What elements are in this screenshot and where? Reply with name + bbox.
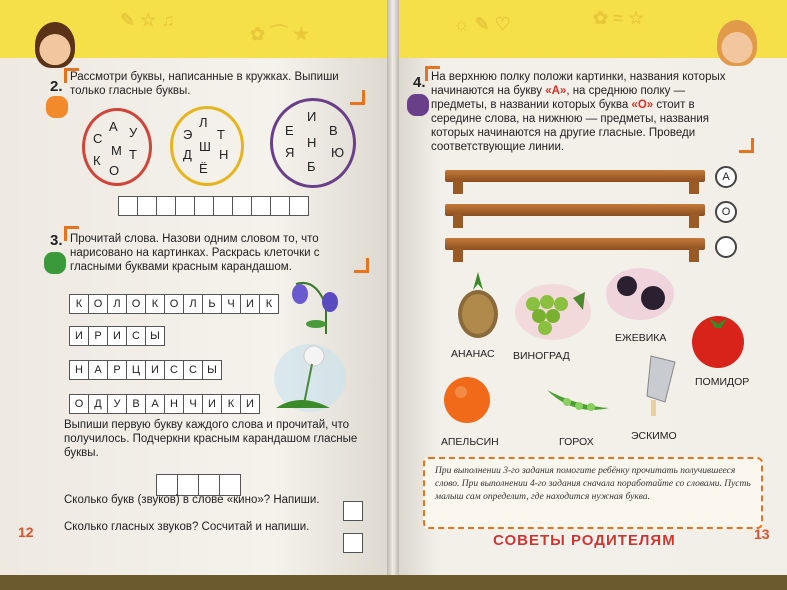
band-doodle: ✿ ⌒ ★ <box>250 24 310 44</box>
shelf-letter-a: А <box>715 166 737 188</box>
book-spine <box>387 0 399 575</box>
label-vinograd: ВИНОГРАД <box>513 350 570 362</box>
eskimo-picture[interactable] <box>631 352 691 420</box>
word-row-irisy[interactable]: И Р И С Ы <box>69 326 164 346</box>
circle-letter: Т <box>217 127 225 142</box>
pineapple-picture[interactable] <box>451 270 505 340</box>
word-row-oduvanchiki[interactable]: О Д У В А Н Ч И К И <box>69 394 259 414</box>
hand-icon <box>44 252 66 274</box>
label-eskimo: ЭСКИМО <box>631 430 677 442</box>
circle-letter: Ё <box>199 161 208 176</box>
word-row-kolokolchik[interactable]: К О Л О К О Л Ь Ч И К <box>69 294 278 314</box>
circle-letter: Т <box>129 147 137 162</box>
circle-letter: У <box>129 125 138 140</box>
right-page <box>393 0 787 575</box>
answer-box-letters[interactable] <box>343 501 363 521</box>
task2-text: Рассмотри буквы, написанные в кружках. Выпиши только гласные буквы. <box>70 71 339 97</box>
circle-letter: Я <box>285 145 295 160</box>
question-kino-letters: Сколько букв (звуков) в слове «кино»? Напиши. <box>64 494 320 506</box>
task3-text: Прочитай слова. Назови одним словом то, что нарисовано на картинках. Раскрась клеточки с гласными буквами красным карандашом. <box>70 233 320 273</box>
grapes-picture[interactable] <box>513 282 593 342</box>
peas-picture[interactable] <box>543 380 613 420</box>
task4-text: На верхнюю полку положи картинки, названия которых начинаются на букву «А», на среднюю полку — предметы, в названии которых буква «О» стоит в середине слова, на нижнюю — предметы, названия которых начинаются на другие гласные. Проведи соответствующие линии. <box>431 71 726 153</box>
parent-tip-text: При выполнении 3-го задания помогите ребёнку прочитать получившееся слово. При выполнении 4-го задания сначала поработайте со словами. Пусть малыш сам определит, где находится нужная буква. <box>435 466 751 502</box>
circle-letter: Ю <box>331 145 345 160</box>
girl-avatar <box>717 20 757 66</box>
task4-number: 4. <box>413 74 426 91</box>
circle-letter: М <box>111 143 122 158</box>
page-number-right: 13 <box>754 526 770 542</box>
circle-letter: Ш <box>199 139 211 154</box>
tomato-picture[interactable] <box>687 308 749 370</box>
label-ananas: АНАНАС <box>451 348 495 360</box>
shelf-leg <box>453 248 463 262</box>
parent-tip-box <box>423 457 763 529</box>
circle-letter: В <box>329 123 338 138</box>
shelf-leg <box>689 214 699 228</box>
circle-letter: О <box>109 163 120 178</box>
circle-letter: А <box>109 119 118 134</box>
blackberry-picture[interactable] <box>605 266 675 322</box>
dandelion-picture <box>270 342 350 414</box>
answer-cells-task2[interactable] <box>118 196 308 216</box>
circle-letter: Э <box>183 127 193 142</box>
task2-number: 2. <box>50 78 63 95</box>
circle-letter: Д <box>183 147 192 162</box>
question-vowels-count: Сколько гласных звуков? Сосчитай и напиши. <box>64 521 310 533</box>
letter-circle-2 <box>170 106 244 186</box>
label-apelsin: АПЕЛЬСИН <box>441 436 499 448</box>
shelf-top[interactable] <box>445 170 705 182</box>
shelf-leg <box>453 214 463 228</box>
shelf-letter-o: О <box>715 201 737 223</box>
circle-letter: Н <box>219 147 229 162</box>
boy-avatar <box>35 22 75 68</box>
circle-letter: Н <box>307 135 317 150</box>
hand-icon <box>407 94 429 116</box>
orange-picture[interactable] <box>441 374 493 426</box>
letter-circle-3 <box>270 98 356 188</box>
band-doodle: ✿ ≈ ☆ <box>593 8 645 28</box>
circle-letter: К <box>93 153 101 168</box>
shelf-bottom[interactable] <box>445 238 705 250</box>
label-gorokh: ГОРОХ <box>559 436 594 448</box>
page-number-left: 12 <box>18 524 34 540</box>
hand-icon <box>46 96 68 118</box>
circle-letter: И <box>307 109 317 124</box>
shelf-middle[interactable] <box>445 204 705 216</box>
band-doodle: ✎ ☆ ♫ <box>120 10 175 30</box>
answer-box-vowels[interactable] <box>343 533 363 553</box>
circle-letter: С <box>93 131 103 146</box>
circle-letter: Е <box>285 123 294 138</box>
letter-circle-1 <box>82 108 152 186</box>
bellflower-picture <box>286 276 346 336</box>
circle-letter: Л <box>199 115 208 130</box>
task3-number: 3. <box>50 232 63 249</box>
shelf-leg <box>689 248 699 262</box>
label-ezhevika: ЕЖЕВИКА <box>615 332 667 344</box>
circle-letter: Б <box>307 159 316 174</box>
shelf-leg <box>453 180 463 194</box>
task3-text2: Выпиши первую букву каждого слова и прочитай, что получилось. Подчеркни красным карандашом гласные буквы. <box>64 419 358 459</box>
parents-advice-banner: СОВЕТЫ РОДИТЕЛЯМ <box>493 532 676 549</box>
band-doodle: ☼ ✎ ♡ <box>453 14 511 34</box>
shelf-leg <box>689 180 699 194</box>
label-pomidor: ПОМИДОР <box>695 376 750 388</box>
shelf-letter-empty <box>715 236 737 258</box>
word-row-nartsissy[interactable]: Н А Р Ц И С С Ы <box>69 360 221 380</box>
left-page <box>0 0 393 575</box>
book-cover-edge <box>0 575 787 590</box>
